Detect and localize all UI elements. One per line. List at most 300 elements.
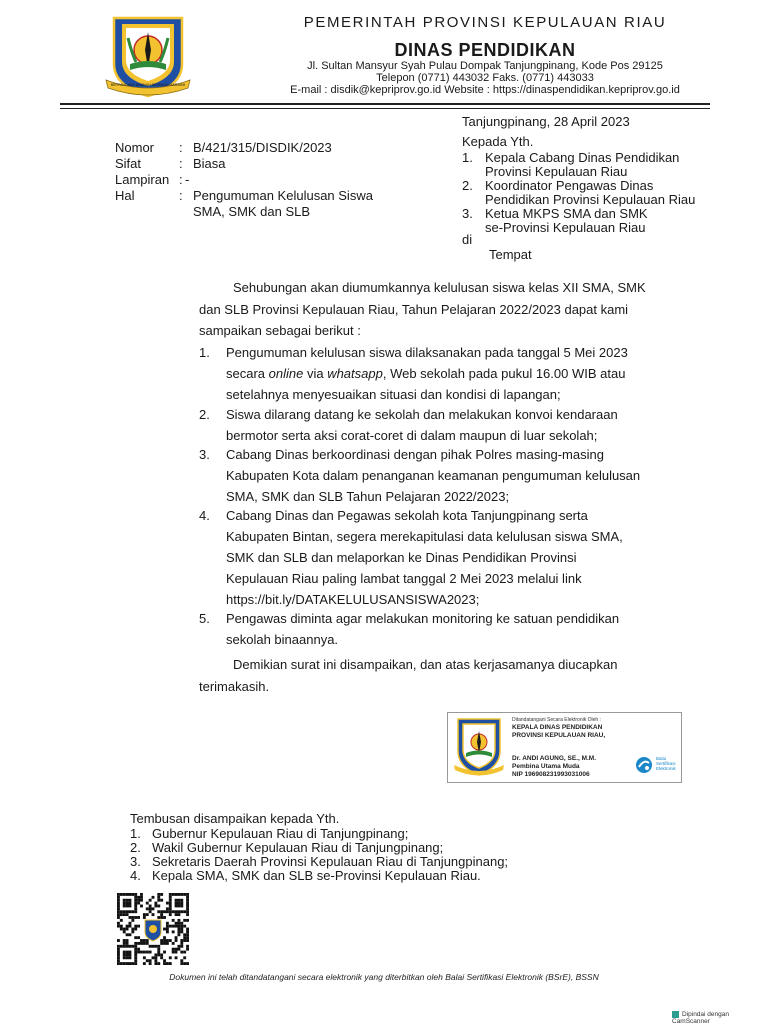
qr-module	[123, 913, 126, 916]
qr-module	[169, 910, 172, 913]
qr-module	[134, 942, 137, 945]
qr-module	[177, 922, 180, 925]
qr-module	[129, 945, 132, 948]
qr-module	[131, 910, 134, 913]
qr-module	[154, 905, 157, 908]
list-line: Cabang Dinas berkoordinasi dengan pihak Polres masing-masing	[226, 447, 604, 462]
qr-module	[117, 953, 120, 956]
qr-module	[163, 962, 166, 965]
meta-value: B/421/315/DISDIK/2023	[193, 140, 332, 155]
qr-module	[160, 942, 163, 945]
qr-module	[177, 948, 180, 951]
qr-module	[175, 948, 178, 951]
qr-module	[149, 907, 152, 910]
qr-module	[126, 945, 129, 948]
qr-module	[134, 916, 137, 919]
qr-module	[117, 905, 120, 908]
qr-module	[180, 945, 183, 948]
qr-module	[157, 962, 160, 965]
qr-module	[154, 962, 157, 965]
qr-module	[177, 910, 180, 913]
agency-contact: E-mail : disdik@kepriprov.go.id Website : https://dinaspendidikan.kepriprov.go.id	[290, 84, 680, 96]
qr-module	[131, 945, 134, 948]
qr-module	[154, 956, 157, 959]
qr-module	[175, 936, 178, 939]
qr-module	[143, 942, 146, 945]
meta-sep: :	[179, 140, 183, 155]
qr-module	[169, 962, 172, 965]
signatory-rank: Pembina Utama Muda	[512, 763, 580, 770]
qr-module	[126, 893, 129, 896]
camscanner-label: Dipindai dengan CamScanner	[672, 1011, 729, 1025]
qr-module	[134, 936, 137, 939]
qr-module	[177, 925, 180, 928]
meta-sep: :	[179, 156, 183, 171]
qr-module	[146, 907, 149, 910]
qr-module	[157, 945, 160, 948]
qr-module	[175, 939, 178, 942]
qr-module	[175, 922, 178, 925]
body-list-item-3	[199, 444, 699, 508]
closing-line2: terimakasih.	[199, 679, 270, 694]
text-run: , Web sekolah pada pukul 16.00 WIB atau	[382, 366, 626, 381]
qr-module	[169, 913, 172, 916]
qr-module	[183, 893, 186, 896]
qr-module	[172, 919, 175, 922]
qr-module	[177, 913, 180, 916]
qr-module	[160, 953, 163, 956]
qr-module	[146, 951, 149, 954]
qr-module	[126, 899, 129, 902]
addressee-num: 1.	[462, 150, 473, 165]
qr-module	[177, 905, 180, 908]
qr-module	[172, 930, 175, 933]
qr-module	[157, 953, 160, 956]
qr-module	[149, 899, 152, 902]
qr-module	[117, 913, 120, 916]
qr-module	[137, 936, 140, 939]
qr-module	[186, 905, 189, 908]
qr-module	[129, 962, 132, 965]
qr-module	[123, 893, 126, 896]
qr-module	[123, 951, 126, 954]
qr-module	[134, 959, 137, 962]
qr-module	[117, 916, 120, 919]
qr-module	[160, 899, 163, 902]
qr-module	[129, 953, 132, 956]
qr-module	[126, 905, 129, 908]
qr-module	[123, 928, 126, 931]
qr-module	[134, 953, 137, 956]
list-line: Kabupaten Bintan, segera merekapitulasi data kelulusan siswa SMA,	[226, 529, 623, 544]
qr-module	[169, 902, 172, 905]
cc-num: 3.	[130, 854, 141, 869]
qr-module	[175, 902, 178, 905]
qr-module	[186, 902, 189, 905]
text-run: via	[303, 366, 328, 381]
qr-module	[186, 939, 189, 942]
qr-module	[154, 953, 157, 956]
qr-module	[123, 962, 126, 965]
qr-module	[186, 913, 189, 916]
qr-module	[123, 945, 126, 948]
qr-module	[186, 930, 189, 933]
qr-module	[163, 959, 166, 962]
qr-module	[120, 928, 123, 931]
qr-module	[143, 916, 146, 919]
qr-module	[134, 893, 137, 896]
qr-module	[143, 913, 146, 916]
qr-module	[177, 930, 180, 933]
qr-module	[180, 951, 183, 954]
qr-module	[186, 910, 189, 913]
qr-module	[126, 902, 129, 905]
qr-module	[126, 956, 129, 959]
meta-value: Biasa	[193, 156, 226, 171]
qr-module	[180, 893, 183, 896]
body-list-item-4	[199, 505, 699, 611]
qr-module	[186, 945, 189, 948]
qr-module	[129, 899, 132, 902]
qr-module	[163, 916, 166, 919]
qr-module	[117, 945, 120, 948]
cc-list	[130, 826, 590, 886]
verification-qr-code	[116, 893, 190, 965]
qr-module	[175, 956, 178, 959]
qr-module	[129, 933, 132, 936]
signatory-title-line1: KEPALA DINAS PENDIDIKAN	[512, 724, 603, 731]
electronic-signature-box	[447, 712, 682, 783]
qr-module	[163, 942, 166, 945]
qr-module	[120, 893, 123, 896]
qr-module	[140, 939, 143, 942]
qr-module	[160, 956, 163, 959]
qr-module	[117, 959, 120, 962]
meta-row-lampiran	[115, 172, 415, 188]
qr-module	[149, 945, 152, 948]
addressee-line: se-Provinsi Kepulauan Riau	[485, 220, 646, 235]
qr-module	[152, 956, 155, 959]
qr-module	[123, 905, 126, 908]
list-number: 1.	[199, 345, 210, 360]
qr-module	[117, 925, 120, 928]
qr-module	[163, 951, 166, 954]
qr-module	[134, 902, 137, 905]
qr-module	[140, 893, 143, 896]
qr-module	[180, 928, 183, 931]
qr-module	[123, 956, 126, 959]
meta-value: Pengumuman Kelulusan Siswa	[193, 188, 373, 203]
qr-module	[117, 893, 120, 896]
qr-module	[143, 956, 146, 959]
cc-item: Sekretaris Daerah Provinsi Kepulauan Riau di Tanjungpinang;	[152, 854, 509, 869]
signature-emblem-logo	[452, 717, 506, 777]
qr-module	[160, 913, 163, 916]
qr-module	[117, 907, 120, 910]
province-emblem-logo	[100, 14, 196, 98]
addressee-place: Tempat	[489, 247, 532, 262]
qr-module	[183, 939, 186, 942]
qr-module	[186, 962, 189, 965]
list-number: 3.	[199, 447, 210, 462]
qr-module	[126, 925, 129, 928]
qr-module	[152, 913, 155, 916]
qr-module	[183, 951, 186, 954]
qr-module	[134, 899, 137, 902]
list-line: Cabang Dinas dan Pegawas sekolah kota Tanjungpinang serta	[226, 508, 588, 523]
qr-module	[180, 962, 183, 965]
qr-module	[177, 893, 180, 896]
qr-module	[137, 951, 140, 954]
qr-module	[117, 939, 120, 942]
qr-module	[166, 902, 169, 905]
qr-module	[123, 930, 126, 933]
agency-phone: Telepon (0771) 443032 Faks. (0771) 443033	[376, 72, 594, 84]
qr-module	[180, 899, 183, 902]
qr-module	[131, 919, 134, 922]
qr-module	[140, 896, 143, 899]
addressee-line: Pendidikan Provinsi Kepulauan Riau	[485, 192, 696, 207]
cc-item: Gubernur Kepulauan Riau di Tanjungpinang;	[152, 826, 409, 841]
qr-module	[183, 910, 186, 913]
addressee-list	[462, 150, 742, 240]
qr-module	[117, 962, 120, 965]
list-number: 4.	[199, 508, 210, 523]
qr-module	[177, 902, 180, 905]
qr-module	[134, 896, 137, 899]
qr-module	[183, 936, 186, 939]
qr-module	[175, 905, 178, 908]
meta-value-continued: SMA, SMK dan SLB	[193, 204, 311, 219]
qr-module	[157, 893, 160, 896]
qr-module	[180, 922, 183, 925]
camscanner-watermark	[672, 1011, 768, 1025]
qr-module	[140, 942, 143, 945]
qr-module	[129, 902, 132, 905]
qr-center-emblem-icon	[145, 920, 161, 941]
qr-module	[160, 916, 163, 919]
bsre-label	[656, 756, 676, 771]
qr-module	[134, 907, 137, 910]
place-date: Tanjungpinang, 28 April 2023	[462, 114, 630, 129]
qr-module	[129, 893, 132, 896]
qr-module	[117, 948, 120, 951]
qr-module	[149, 905, 152, 908]
qr-module	[131, 930, 134, 933]
qr-module	[183, 919, 186, 922]
list-line: SMA, SMK dan SLB Tahun Pelajaran 2022/2023;	[226, 489, 510, 504]
cc-intro: Tembusan disampaikan kepada Yth.	[130, 811, 340, 826]
qr-module	[186, 893, 189, 896]
qr-module	[120, 910, 123, 913]
qr-module	[166, 962, 169, 965]
qr-module	[126, 939, 129, 942]
meta-row-hal	[115, 188, 415, 220]
qr-module	[183, 956, 186, 959]
qr-module	[186, 896, 189, 899]
qr-module	[157, 948, 160, 951]
qr-module	[129, 905, 132, 908]
list-line: Siswa dilarang datang ke sekolah dan melakukan konvoi kendaraan	[226, 407, 618, 422]
qr-module	[126, 942, 129, 945]
meta-key: Sifat	[115, 156, 142, 171]
qr-module	[143, 951, 146, 954]
letterhead-rule-thick	[60, 103, 710, 105]
qr-module	[134, 951, 137, 954]
qr-module	[134, 925, 137, 928]
qr-module	[157, 899, 160, 902]
qr-module	[169, 899, 172, 902]
list-line	[226, 363, 699, 384]
qr-module	[134, 928, 137, 931]
list-line: Kepulauan Riau paling lambat tanggal 2 Mei 2023 melalui link	[226, 571, 582, 586]
qr-module	[186, 919, 189, 922]
addressee-line: Kepala Cabang Dinas Pendidikan	[485, 150, 680, 165]
body-list-item-2	[199, 404, 699, 448]
text-run-italic: online	[268, 366, 304, 381]
qr-module	[123, 939, 126, 942]
qr-module	[175, 913, 178, 916]
qr-module	[146, 902, 149, 905]
qr-module	[149, 959, 152, 962]
qr-module	[169, 956, 172, 959]
list-line: SMK dan SLB dan melaporkan ke Dinas Pendidikan Provinsi	[226, 550, 577, 565]
qr-module	[120, 913, 123, 916]
qr-module	[186, 928, 189, 931]
qr-module	[149, 962, 152, 965]
qr-module	[169, 896, 172, 899]
qr-module	[180, 905, 183, 908]
agency-address: Jl. Sultan Mansyur Syah Pulau Dompak Tanjungpinang, Kode Pos 29125	[307, 60, 663, 72]
qr-module	[163, 936, 166, 939]
qr-module	[149, 951, 152, 954]
qr-module	[152, 907, 155, 910]
qr-module	[137, 925, 140, 928]
qr-module	[134, 945, 137, 948]
addressee-line: Provinsi Kepulauan Riau	[485, 164, 628, 179]
body-intro-line1: Sehubungan akan diumumkannya kelulusan siswa kelas XII SMA, SMK	[233, 280, 646, 295]
cc-item: Kepala SMA, SMK dan SLB se-Provinsi Kepulauan Riau.	[152, 868, 481, 883]
qr-module	[126, 933, 129, 936]
qr-module	[143, 939, 146, 942]
text-run-italic: whatsapp	[327, 366, 383, 381]
closing-line1: Demikian surat ini disampaikan, dan atas kerjasamanya diucapkan	[233, 657, 618, 672]
qr-module	[137, 948, 140, 951]
qr-module	[120, 925, 123, 928]
addressee-line: Koordinator Pengawas Dinas	[485, 178, 654, 193]
text-run: secara	[226, 366, 269, 381]
body-list-item-5	[199, 608, 699, 652]
qr-module	[117, 899, 120, 902]
qr-module	[160, 910, 163, 913]
qr-module	[117, 951, 120, 954]
qr-module	[129, 951, 132, 954]
qr-module	[120, 962, 123, 965]
meta-value: -	[185, 172, 190, 187]
qr-module	[169, 905, 172, 908]
qr-module	[123, 942, 126, 945]
cc-num: 4.	[130, 868, 141, 883]
esign-footnote: Dokumen ini telah ditandatangani secara elektronik yang diterbitkan oleh Balai Sertifikasi Elektronik (BSrE), BSSN	[169, 972, 599, 982]
meta-row-nomor	[115, 140, 415, 156]
qr-module	[123, 902, 126, 905]
qr-module	[129, 910, 132, 913]
meta-key: Nomor	[115, 140, 155, 155]
qr-module	[166, 928, 169, 931]
agency-name: DINAS PENDIDIKAN	[394, 40, 576, 60]
qr-module	[180, 902, 183, 905]
qr-module	[163, 939, 166, 942]
qr-module	[131, 962, 134, 965]
addressee-di: di	[462, 232, 473, 247]
qr-module	[166, 907, 169, 910]
qr-module	[177, 919, 180, 922]
qr-module	[163, 928, 166, 931]
camscanner-icon	[672, 1011, 679, 1018]
qr-module	[183, 925, 186, 928]
qr-module	[140, 899, 143, 902]
qr-module	[120, 919, 123, 922]
qr-module	[157, 910, 160, 913]
qr-module	[129, 925, 132, 928]
qr-module	[131, 928, 134, 931]
qr-module	[186, 899, 189, 902]
qr-module	[126, 951, 129, 954]
qr-module	[131, 916, 134, 919]
qr-module	[134, 962, 137, 965]
qr-module	[186, 936, 189, 939]
qr-module	[172, 893, 175, 896]
qr-module	[152, 945, 155, 948]
body-list-item-1	[199, 342, 699, 408]
qr-module	[180, 930, 183, 933]
qr-module	[177, 933, 180, 936]
qr-module	[137, 899, 140, 902]
qr-module	[160, 939, 163, 942]
qr-module	[163, 910, 166, 913]
qr-module	[120, 945, 123, 948]
qr-module	[129, 956, 132, 959]
addressee-num: 3.	[462, 206, 473, 221]
letterhead-rule-thin	[60, 108, 710, 109]
government-name: PEMERINTAH PROVINSI KEPULAUAN RIAU	[303, 14, 667, 31]
signature-caption: Ditandatangani Secara Elektronik Oleh :	[512, 717, 601, 723]
addressee-intro: Kepada Yth.	[462, 134, 534, 149]
addressee-line: Ketua MKPS SMA dan SMK	[485, 206, 648, 221]
qr-module	[180, 939, 183, 942]
qr-module	[123, 899, 126, 902]
list-line: sekolah binaannya.	[226, 632, 339, 647]
signatory-nip: NIP 196908231993031006	[512, 771, 590, 778]
qr-module	[183, 962, 186, 965]
qr-module	[186, 948, 189, 951]
qr-module	[186, 933, 189, 936]
qr-module	[180, 925, 183, 928]
list-number: 2.	[199, 407, 210, 422]
cc-num: 2.	[130, 840, 141, 855]
signatory-title-line2: PROVINSI KEPULAUAN RIAU,	[512, 732, 606, 739]
qr-module	[146, 913, 149, 916]
qr-module	[154, 945, 157, 948]
qr-module	[169, 907, 172, 910]
list-line: Pengawas diminta agar melakukan monitoring ke satuan pendidikan	[226, 611, 620, 626]
qr-module	[175, 910, 178, 913]
cc-item: Wakil Gubernur Kepulauan Riau di Tanjungpinang;	[152, 840, 444, 855]
qr-module	[126, 962, 129, 965]
qr-module	[140, 905, 143, 908]
qr-module	[166, 910, 169, 913]
qr-module	[126, 953, 129, 956]
